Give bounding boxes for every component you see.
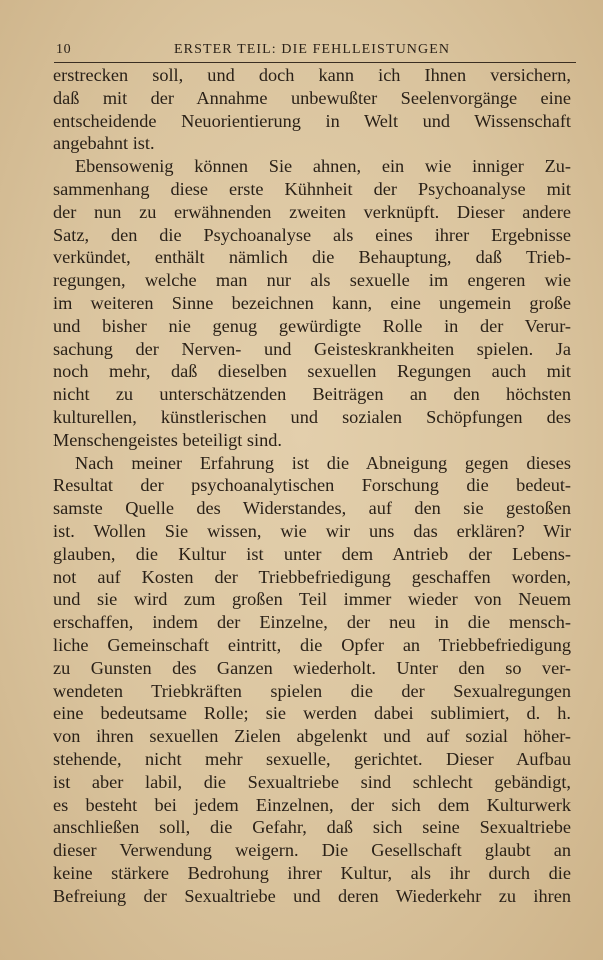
text-line: erstrecken soll, und doch kann ich Ihnen versichern,	[53, 65, 571, 85]
text-line: wendeten Triebkräften spielen die der Sexualregungen	[53, 680, 571, 701]
text-line: Ebensowenig können Sie ahnen, ein wie inniger Zu-	[75, 156, 571, 177]
text-line: entscheidende Neuorientierung in Welt und Wissenschaft	[53, 110, 571, 131]
text-line: anschließen soll, die Gefahr, daß sich seine Sexualtriebe	[53, 817, 571, 838]
text-line: angebahnt ist.	[53, 133, 155, 154]
text-line: und sie wird zum großen Teil immer wieder von Neuem	[53, 589, 571, 610]
text-line: samste Quelle des Widerstandes, auf den sie gestoßen	[53, 498, 571, 519]
page-header	[56, 42, 576, 62]
text-line: verkündet, enthält nämlich die Behauptung, daß Trieb-	[53, 247, 571, 268]
running-head: ERSTER TEIL: DIE FEHLLEISTUNGEN	[174, 42, 451, 57]
text-line: Resultat der psychoanalytischen Forschung die bedeut-	[53, 475, 571, 496]
text-line: not auf Kosten der Triebbefriedigung geschaffen worden,	[53, 566, 571, 587]
text-line: keine stärkere Bedrohung ihrer Kultur, als ihr durch die	[53, 862, 571, 883]
text-line: kulturellen, künstlerischen und sozialen Schöpfungen des	[53, 406, 571, 427]
text-line: nicht zu unterschätzenden Beiträgen an den höchsten	[53, 384, 571, 405]
header-rule	[54, 62, 576, 63]
text-line: eine bedeutsame Rolle; sie werden dabei sublimiert, d. h.	[53, 703, 571, 724]
text-line: liche Gemeinschaft eintritt, die Opfer an Triebbefriedigung	[53, 634, 571, 655]
page-number: 10	[56, 42, 72, 57]
text-line: und bisher nie genug gewürdigte Rolle in der Verur-	[53, 315, 571, 336]
text-line: sammenhang diese erste Kühnheit der Psychoanalyse mit	[53, 178, 571, 199]
text-line: ist aber labil, die Sexualtriebe sind schlecht gebändigt,	[53, 771, 571, 792]
text-line: erschaffen, indem der Einzelne, der neu in die mensch-	[53, 612, 571, 633]
text-line: glauben, die Kultur ist unter dem Antrieb der Lebens-	[53, 543, 571, 564]
text-line: ist. Wollen Sie wissen, wie wir uns das erklären? Wir	[53, 520, 571, 541]
text-line: Befreiung der Sexualtriebe und deren Wiederkehr zu ihren	[53, 885, 571, 906]
text-line: noch mehr, daß dieselben sexuellen Regungen auch mit	[53, 361, 571, 382]
text-line: dieser Verwendung weigern. Die Gesellschaft glaubt an	[53, 840, 571, 861]
text-line: der nun zu erwähnenden zweiten verknüpft. Dieser andere	[53, 201, 571, 222]
text-line: Nach meiner Erfahrung ist die Abneigung gegen dieses	[75, 452, 571, 473]
text-line: von ihren sexuellen Zielen abgelenkt und auf sozial höher-	[53, 726, 571, 747]
text-line: sachung der Nerven- und Geisteskrankheiten spielen. Ja	[53, 338, 571, 359]
text-line: Menschengeistes beteiligt sind.	[53, 429, 282, 450]
text-line: im weiteren Sinne bezeichnen kann, eine ungemein große	[53, 292, 571, 313]
body-text	[53, 64, 571, 907]
text-line: stehende, nicht mehr sexuelle, gerichtet. Dieser Aufbau	[53, 748, 571, 769]
text-line: zu Gunsten des Ganzen wiederholt. Unter den so ver-	[53, 657, 571, 678]
text-line: regungen, welche man nur als sexuelle im engeren wie	[53, 270, 571, 291]
text-line: es besteht bei jedem Einzelnen, der sich dem Kulturwerk	[53, 794, 571, 815]
text-line: daß mit der Annahme unbewußter Seelenvorgänge eine	[53, 87, 571, 108]
text-line: Satz, den die Psychoanalyse als eines ihrer Ergebnisse	[53, 224, 571, 245]
